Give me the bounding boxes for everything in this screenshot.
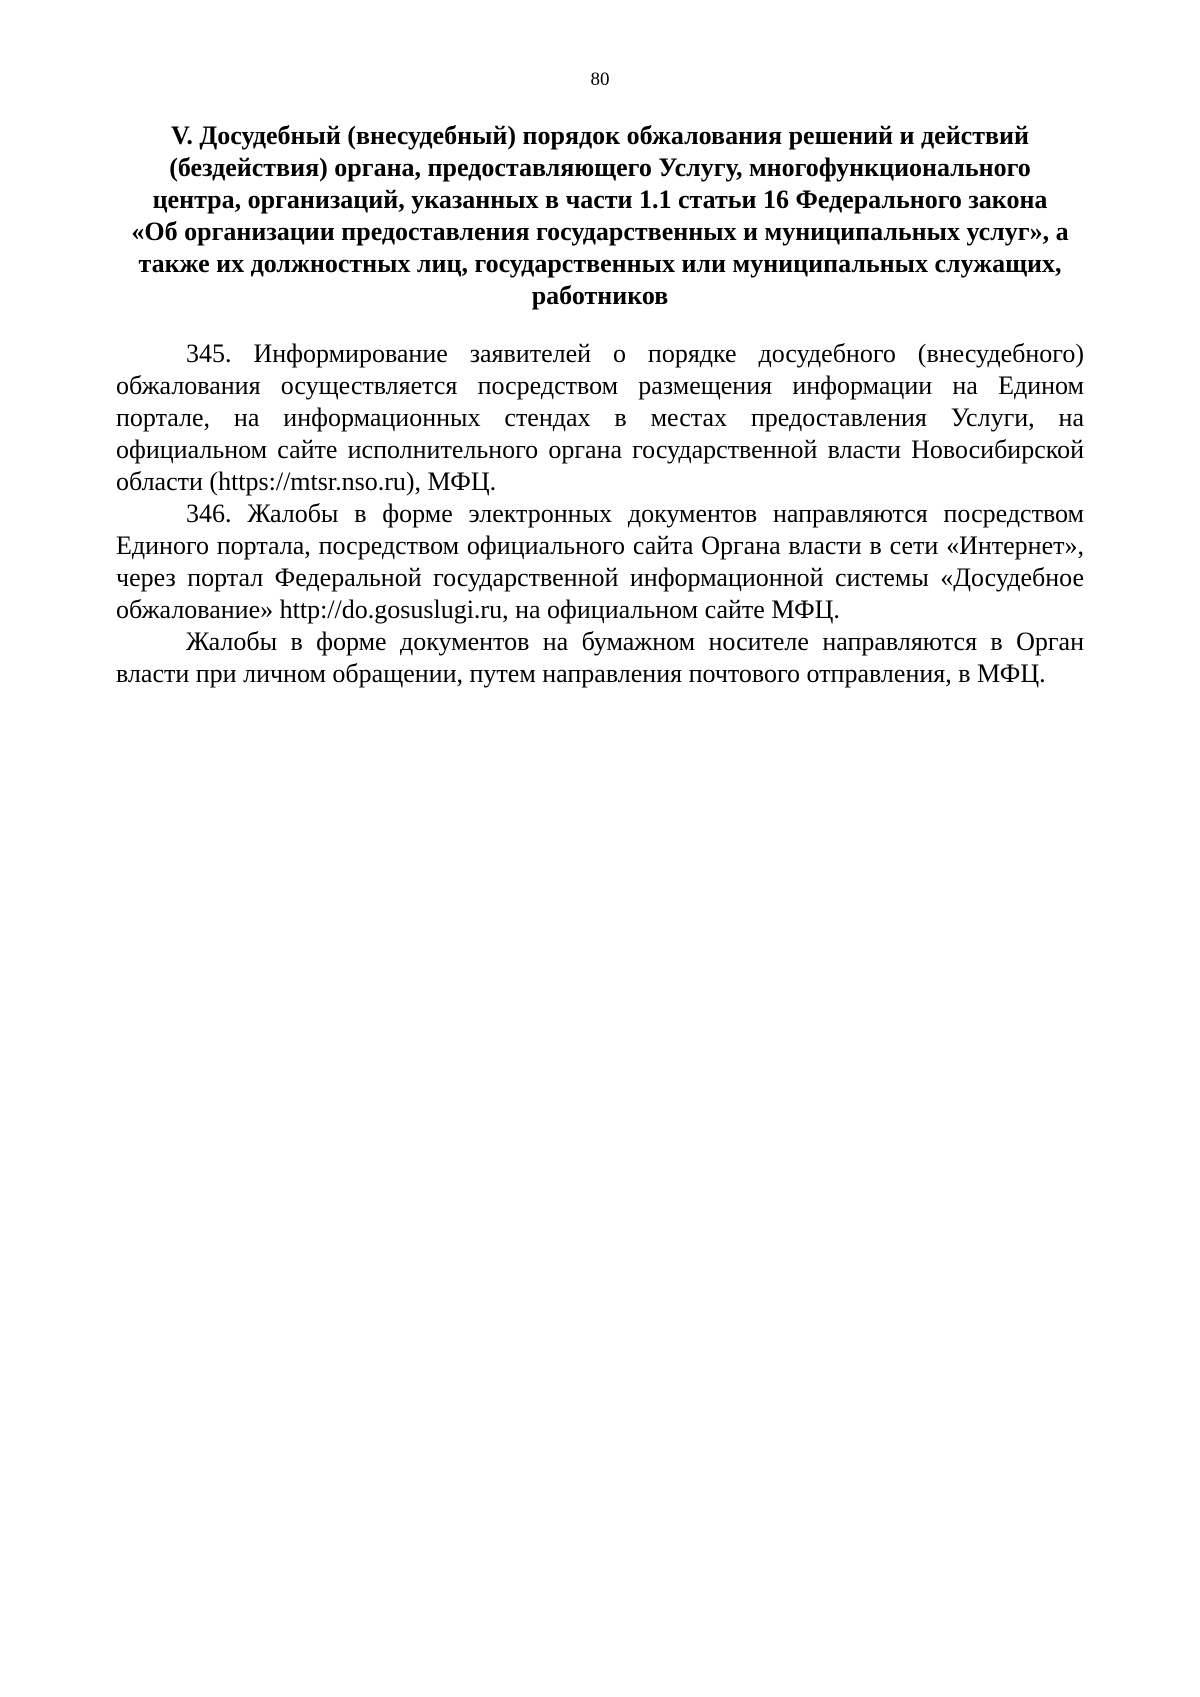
body-text	[116, 338, 1084, 690]
section-title-line: «Об организации предоставления государственных и муниципальных услуг», а	[131, 217, 1069, 246]
paragraph-paper-complaints: Жалобы в форме документов на бумажном носителе направляются в Орган власти при личном обращении, путем направления почтового отправления, в МФЦ.	[116, 627, 1084, 688]
section-title-line: центра, организаций, указанных в части 1.1 статьи 16 Федерального закона	[152, 185, 1048, 214]
paragraph-346: 346. Жалобы в форме электронных документов направляются посредством Единого портала, посредством официального сайта Органа власти в сети «Интернет», через портал Федеральной государственной информационной системы «Досудебное обжалование» http://do.gosuslugi.ru, на официальном сайте МФЦ.	[116, 499, 1084, 624]
page-number: 80	[590, 69, 610, 90]
section-title-line: работников	[531, 281, 669, 310]
section-title-line: V. Досудебный (внесудебный) порядок обжалования решений и действий	[170, 121, 1029, 150]
section-title-line: (бездействия) органа, предоставляющего Услугу, многофункционального	[169, 153, 1031, 182]
paragraph-345: 345. Информирование заявителей о порядке досудебного (внесудебного) обжалования осуществляется посредством размещения информации на Едином портале, на информационных стендах в местах предоставления Услуги, на официальном сайте исполнительного органа государственной власти Новосибирской области (https://mtsr.nso.ru), МФЦ.	[116, 339, 1084, 496]
section-title-line: также их должностных лиц, государственных или муниципальных служащих,	[138, 249, 1062, 278]
section-title	[110, 120, 1090, 312]
